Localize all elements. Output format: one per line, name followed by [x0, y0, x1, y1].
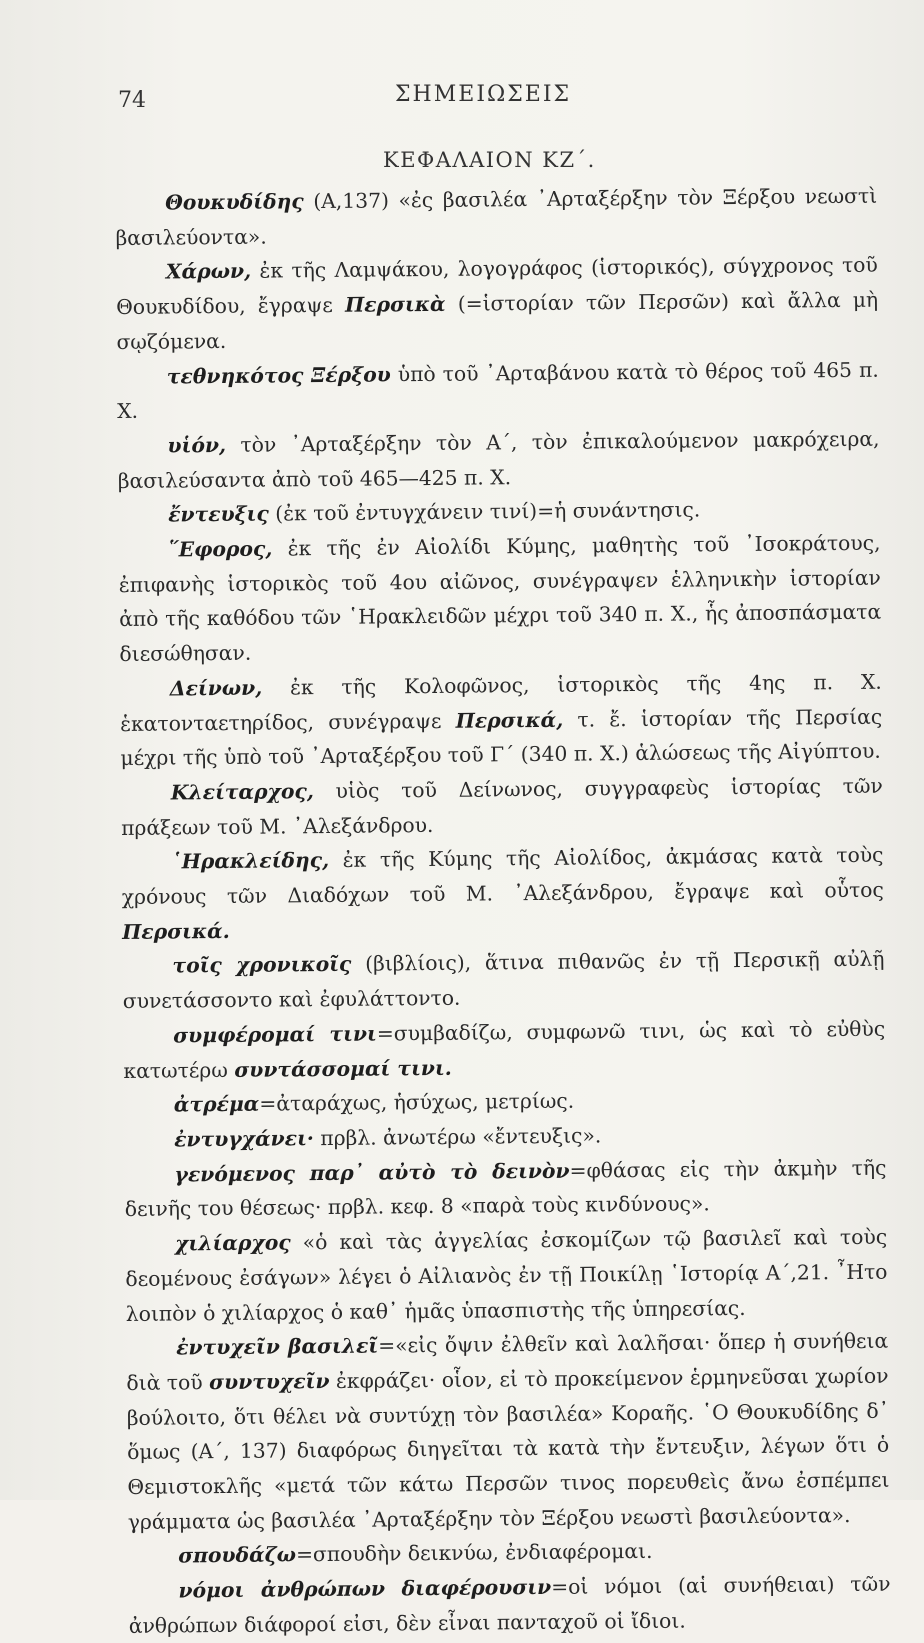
note-lemma: ῾Ηρακλείδης, — [171, 848, 329, 874]
note-text: υἱὸς τοῦ Δείνωνος, συγγραφεὺς ἱστορίας τῶν πράξεων τοῦ Μ. ᾿Αλεξάνδρου. — [121, 774, 883, 840]
note-text: (ἐκ τοῦ ἐντυγχάνειν τινί)=ἡ συνάντησις. — [269, 498, 701, 526]
note-text: =φθάσας εἰς τὴν ἀκμὴν τῆς δεινῆς του θέσεως· πρβλ. κεφ. 8 «παρὰ τοὺς κινδύνους». — [125, 1155, 887, 1221]
note-lemma: ἐντυγχάνει· — [174, 1126, 314, 1151]
note-entry — [126, 1324, 890, 1540]
note-lemma: ἀτρέμα — [174, 1092, 260, 1117]
note-text: ὑπὸ τοῦ ᾿Αρταβάνου κατὰ τὸ θέρος τοῦ 465 π. Χ. — [117, 357, 879, 423]
note-text: «ὁ καὶ τὰς ἀγγελίας ἐσκομίζων τῷ βασιλεῖ καὶ τοὺς δεομένους ἐσάγων» λέγει ὁ Αἰλιανὸς ἐν τῇ Ποικίλῃ ῾Ιστορίᾳ Α΄,21. ῏Ητο λοιπὸν ὁ χιλίαρχος ὁ καθ᾿ ἡμᾶς ὑπασπιστὴς τῆς ὑπηρεσίας. — [125, 1225, 887, 1326]
note-lemma: Κλείταρχος, — [171, 779, 314, 804]
note-entry — [128, 1567, 891, 1643]
note-entry — [122, 942, 885, 1019]
note-text: ἐκ τῆς Κύμης τῆς Αἰολίδος, ἀκμάσας κατὰ τοὺς χρόνους τῶν Διαδόχων τοῦ Μ. ᾿Αλεξάνδρου, ἔγραψε καὶ οὗτος — [122, 843, 884, 909]
note-lemma-secondary: Περσικὰ — [345, 292, 446, 317]
note-lemma: χιλίαρχος — [175, 1230, 291, 1255]
note-entry — [115, 179, 878, 256]
note-lemma: τεθνηκότος Ξέρξου — [167, 362, 391, 388]
note-entry — [116, 248, 879, 359]
running-head: ΣΗΜΕΙΩΣΕΙΣ — [395, 82, 571, 107]
note-lemma: σπουδάζω — [178, 1543, 296, 1568]
note-text: =ἀταράχως, ἡσύχως, μετρίως. — [259, 1089, 574, 1116]
note-text: ἐκ τῆς Λαμψάκου, λογογράφος (ἱστορικός), σύγχρονος τοῦ Θουκυδίδου, ἔγραψε — [116, 253, 878, 319]
note-lemma-secondary: συντυχεῖν — [209, 1369, 330, 1394]
note-lemma: ἐντυχεῖν βασιλεῖ — [176, 1334, 378, 1360]
note-entry — [118, 526, 881, 672]
notes-body — [115, 179, 891, 1643]
note-lemma: τοῖς χρονικοῖς — [172, 952, 351, 978]
note-text: (Α,137) «ἐς βασιλέα ᾿Αρταξέρξην τὸν Ξέρξου νεωστὶ βασιλεύοντα». — [115, 184, 877, 250]
note-lemma: ἔντευξις — [168, 502, 269, 527]
note-lemma: συμφέρομαί τινι — [173, 1021, 377, 1047]
note-lemma: υἱόν, — [167, 433, 226, 458]
note-text: ἐκ τῆς Κολοφῶνος, ἱστορικὸς τῆς 4ης π. Χ. ἑκατονταετηρίδος, συνέγραψε — [120, 670, 882, 736]
chapter-title: ΚΕΦΑΛΑΙΟΝ ΚΖ΄. — [383, 148, 596, 172]
note-lemma-secondary: Περσικά. — [122, 919, 230, 944]
note-entry — [121, 838, 884, 949]
note-text-continued: ἐκφράζει· οἷον, εἰ τὸ προκείμενον ἑρμηνεῦσαι χωρίον βούλοιτο, ὅτι θέλει νὰ συντύχῃ τὸν βασιλέα» Κοραῆς. ῾Ο Θουκυδίδης δ᾿ ὅμως (Α΄, 137) διαφόρως διηγεῖται τὰ κατὰ τὴν ἔντευξιν, λέγων ὅτι ὁ Θεμιστοκλῆς «μετά τῶν κάτω Περσῶν τινος πορευθεὶς ἄνω ἐσπέμπει γράμματα ὡς βασιλέα ᾿Αρταξέρξην τὸν Ξέρξου νεωστὶ βασιλεύοντα». — [127, 1364, 890, 1534]
note-entry — [121, 769, 884, 846]
note-text: πρβλ. ἀνωτέρω «ἔντευξις». — [314, 1123, 602, 1150]
page-number: 74 — [118, 88, 146, 113]
note-entry — [117, 422, 880, 499]
note-lemma-secondary: Περσικά, — [456, 707, 564, 732]
note-text: (βιβλίοις), ἅτινα πιθανῶς ἐν τῇ Περσικῇ αὐλῇ συνετάσσοντο καὶ ἐφυλάττοντο. — [123, 947, 885, 1013]
note-text: ἐκ τῆς ἐν Αἰολίδι Κύμης, μαθητὴς τοῦ ᾿Ισοκράτους, ἐπιφανὴς ἱστορικὸς τοῦ 4ου αἰῶνος, συνέγραψεν ἑλληνικὴν ἱστορίαν ἀπὸ τῆς καθόδου τῶν ῾Ηρακλειδῶν μέχρι τοῦ 340 π. Χ., ἧς ἀποσπάσματα διεσώθησαν. — [119, 531, 882, 666]
note-lemma: γενόμενος παρ᾿ αὐτὸ τὸ δεινὸν — [174, 1158, 569, 1186]
note-entry — [120, 665, 883, 776]
note-entry — [125, 1220, 888, 1331]
note-entry — [117, 352, 880, 429]
note-text-continued: (=ἱστορίαν τῶν Περσῶν) καὶ ἄλλα μὴ σῳζόμενα. — [116, 288, 878, 354]
note-text: =σπουδὴν δεικνύω, ἐνδιαφέρομαι. — [296, 1539, 653, 1566]
note-entry — [123, 1012, 886, 1089]
note-lemma: ῞Εφορος, — [168, 537, 272, 562]
note-lemma: Θουκυδίδης — [165, 189, 304, 214]
note-text: =συμβαδίζω, συμφωνῶ τινι, ὡς καὶ τὸ εὐθὺς κατωτέρω — [123, 1017, 885, 1083]
note-lemma: Δείνων, — [170, 675, 263, 700]
note-text-continued: τ. ἔ. ἱστορίαν τῆς Περσίας μέχρι τῆς ὑπὸ τοῦ ᾿Αρταξέρξου τοῦ Γ΄ (340 π. Χ.) ἁλώσεως τῆς Αἰγύπτου. — [120, 704, 882, 770]
note-text: τὸν ᾿Αρταξέρξην τὸν Α΄, τὸν ἐπικαλούμενον μακρόχειρα, βασιλεύσαντα ἀπὸ τοῦ 465—425 π. Χ. — [118, 427, 880, 493]
note-lemma: νόμοι ἀνθρώπων διαφέρουσιν — [178, 1575, 551, 1603]
note-text: =«εἰς ὄψιν ἐλθεῖν καὶ λαλῆσαι· ὅπερ ἡ συνήθεια διὰ τοῦ — [126, 1329, 888, 1395]
note-text: =οἱ νόμοι (αἱ συνήθειαι) τῶν ἀνθρώπων διάφοροί εἰσι, δὲν εἶναι πανταχοῦ οἱ ἴδιοι. — [129, 1572, 891, 1638]
note-lemma-secondary: συντάσσομαί τινι. — [234, 1055, 452, 1081]
note-entry — [124, 1150, 887, 1227]
note-lemma: Χάρων, — [166, 259, 252, 284]
